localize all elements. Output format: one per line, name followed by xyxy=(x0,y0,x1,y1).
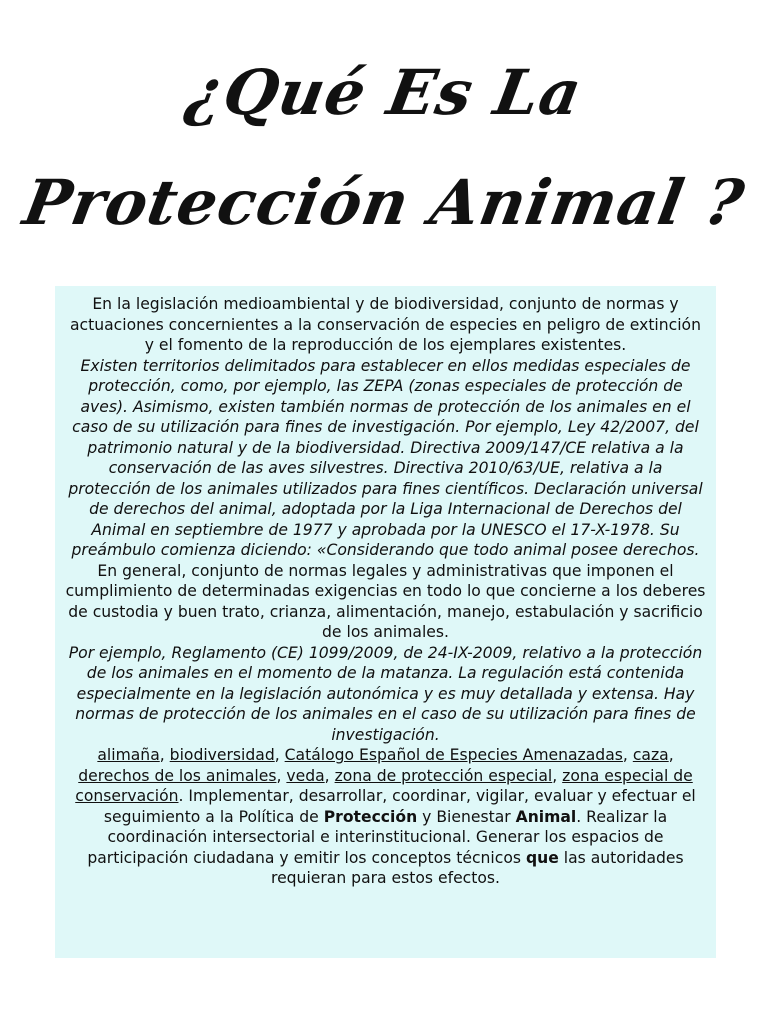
link-veda[interactable]: veda xyxy=(286,766,325,785)
link-zona-especial-conservacion[interactable]: zona especial de conservación xyxy=(75,766,693,805)
paragraph-general: En general, conjunto de normas legales y administrativas que imponen el cumplimiento de determinadas exigencias en todo lo que concierne a los deberes de custodia y buen trato, crianza, alimentación, manejo, estabulación y sacrificio de los animales. xyxy=(65,561,706,641)
text-segment: . Realizar la coordinación intersectorial e interinstitucional. Generar los espacios de participación ciudadana y emitir los conceptos técnicos xyxy=(87,807,668,867)
separator: , xyxy=(274,746,285,764)
separator: , xyxy=(324,766,335,785)
link-catalogo-especies-amenazadas[interactable]: Catálogo Español de Especies Amenazadas xyxy=(284,746,623,764)
separator: , xyxy=(159,746,170,764)
link-caza[interactable]: caza xyxy=(632,746,669,764)
bold-term: Protección xyxy=(323,807,418,826)
page-title-line-2: Protección Animal ? xyxy=(18,166,750,239)
paragraph-examples: Existen territorios delimitados para establecer en ellos medidas especiales de protección, como, por ejemplo, las ZEPA (zonas especiales de protección de aves). Asimismo, existen también normas de protección de los animales en el caso de su utilización para fines de investigación. Por ejemplo, Ley 42/2007, del patrimonio natural y de la biodiversidad. Directiva 2009/147/CE relativa a la conservación de las aves silvestres. Directiva 2010/63/UE, relativa a la protección de los animales utilizados para fines científicos. Declaración universal de derechos del animal, adoptada por la Liga Internacional de Derechos del Animal en septiembre de 1977 y aprobada por la UNESCO el 17-X-1978. Su preámbulo comienza diciendo: «Considerando que todo animal posee derechos. xyxy=(68,356,703,559)
link-alimana[interactable]: alimaña xyxy=(97,746,160,764)
separator: , xyxy=(552,766,563,785)
link-biodiversidad[interactable]: biodiversidad xyxy=(169,746,275,764)
link-zona-proteccion-especial[interactable]: zona de protección especial xyxy=(334,766,553,785)
text-segment: . Implementar, desarrollar, coordinar, vigilar, evaluar y efectuar el seguimiento a la Política de xyxy=(103,787,696,826)
separator: , xyxy=(622,746,633,764)
text-segment: las autoridades requieran para estos efectos. xyxy=(271,848,684,887)
link-derechos-animales[interactable]: derechos de los animales xyxy=(78,766,277,785)
page-title-line-1: ¿Qué Es La xyxy=(180,56,588,129)
separator: , xyxy=(276,766,287,785)
content-panel xyxy=(55,286,716,958)
paragraph-related xyxy=(65,745,706,889)
separator: , xyxy=(668,746,674,764)
bold-term: que xyxy=(525,848,559,867)
bold-term: Animal xyxy=(515,807,577,826)
paragraph-regulation: Por ejemplo, Reglamento (CE) 1099/2009, de 24-IX-2009, relativo a la protección de los animales en el momento de la matanza. La regulación está contenida especialmente en la legislación autonómica y es muy detallada y extensa. Hay normas de protección de los animales en el caso de su utilización para fines de investigación. xyxy=(68,643,703,744)
text-segment: y Bienestar xyxy=(417,807,516,826)
paragraph-definition: En la legislación medioambiental y de biodiversidad, conjunto de normas y actuaciones concernientes a la conservación de especies en peligro de extinción y el fomento de la reproducción de los ejemplares existentes. xyxy=(70,295,701,354)
